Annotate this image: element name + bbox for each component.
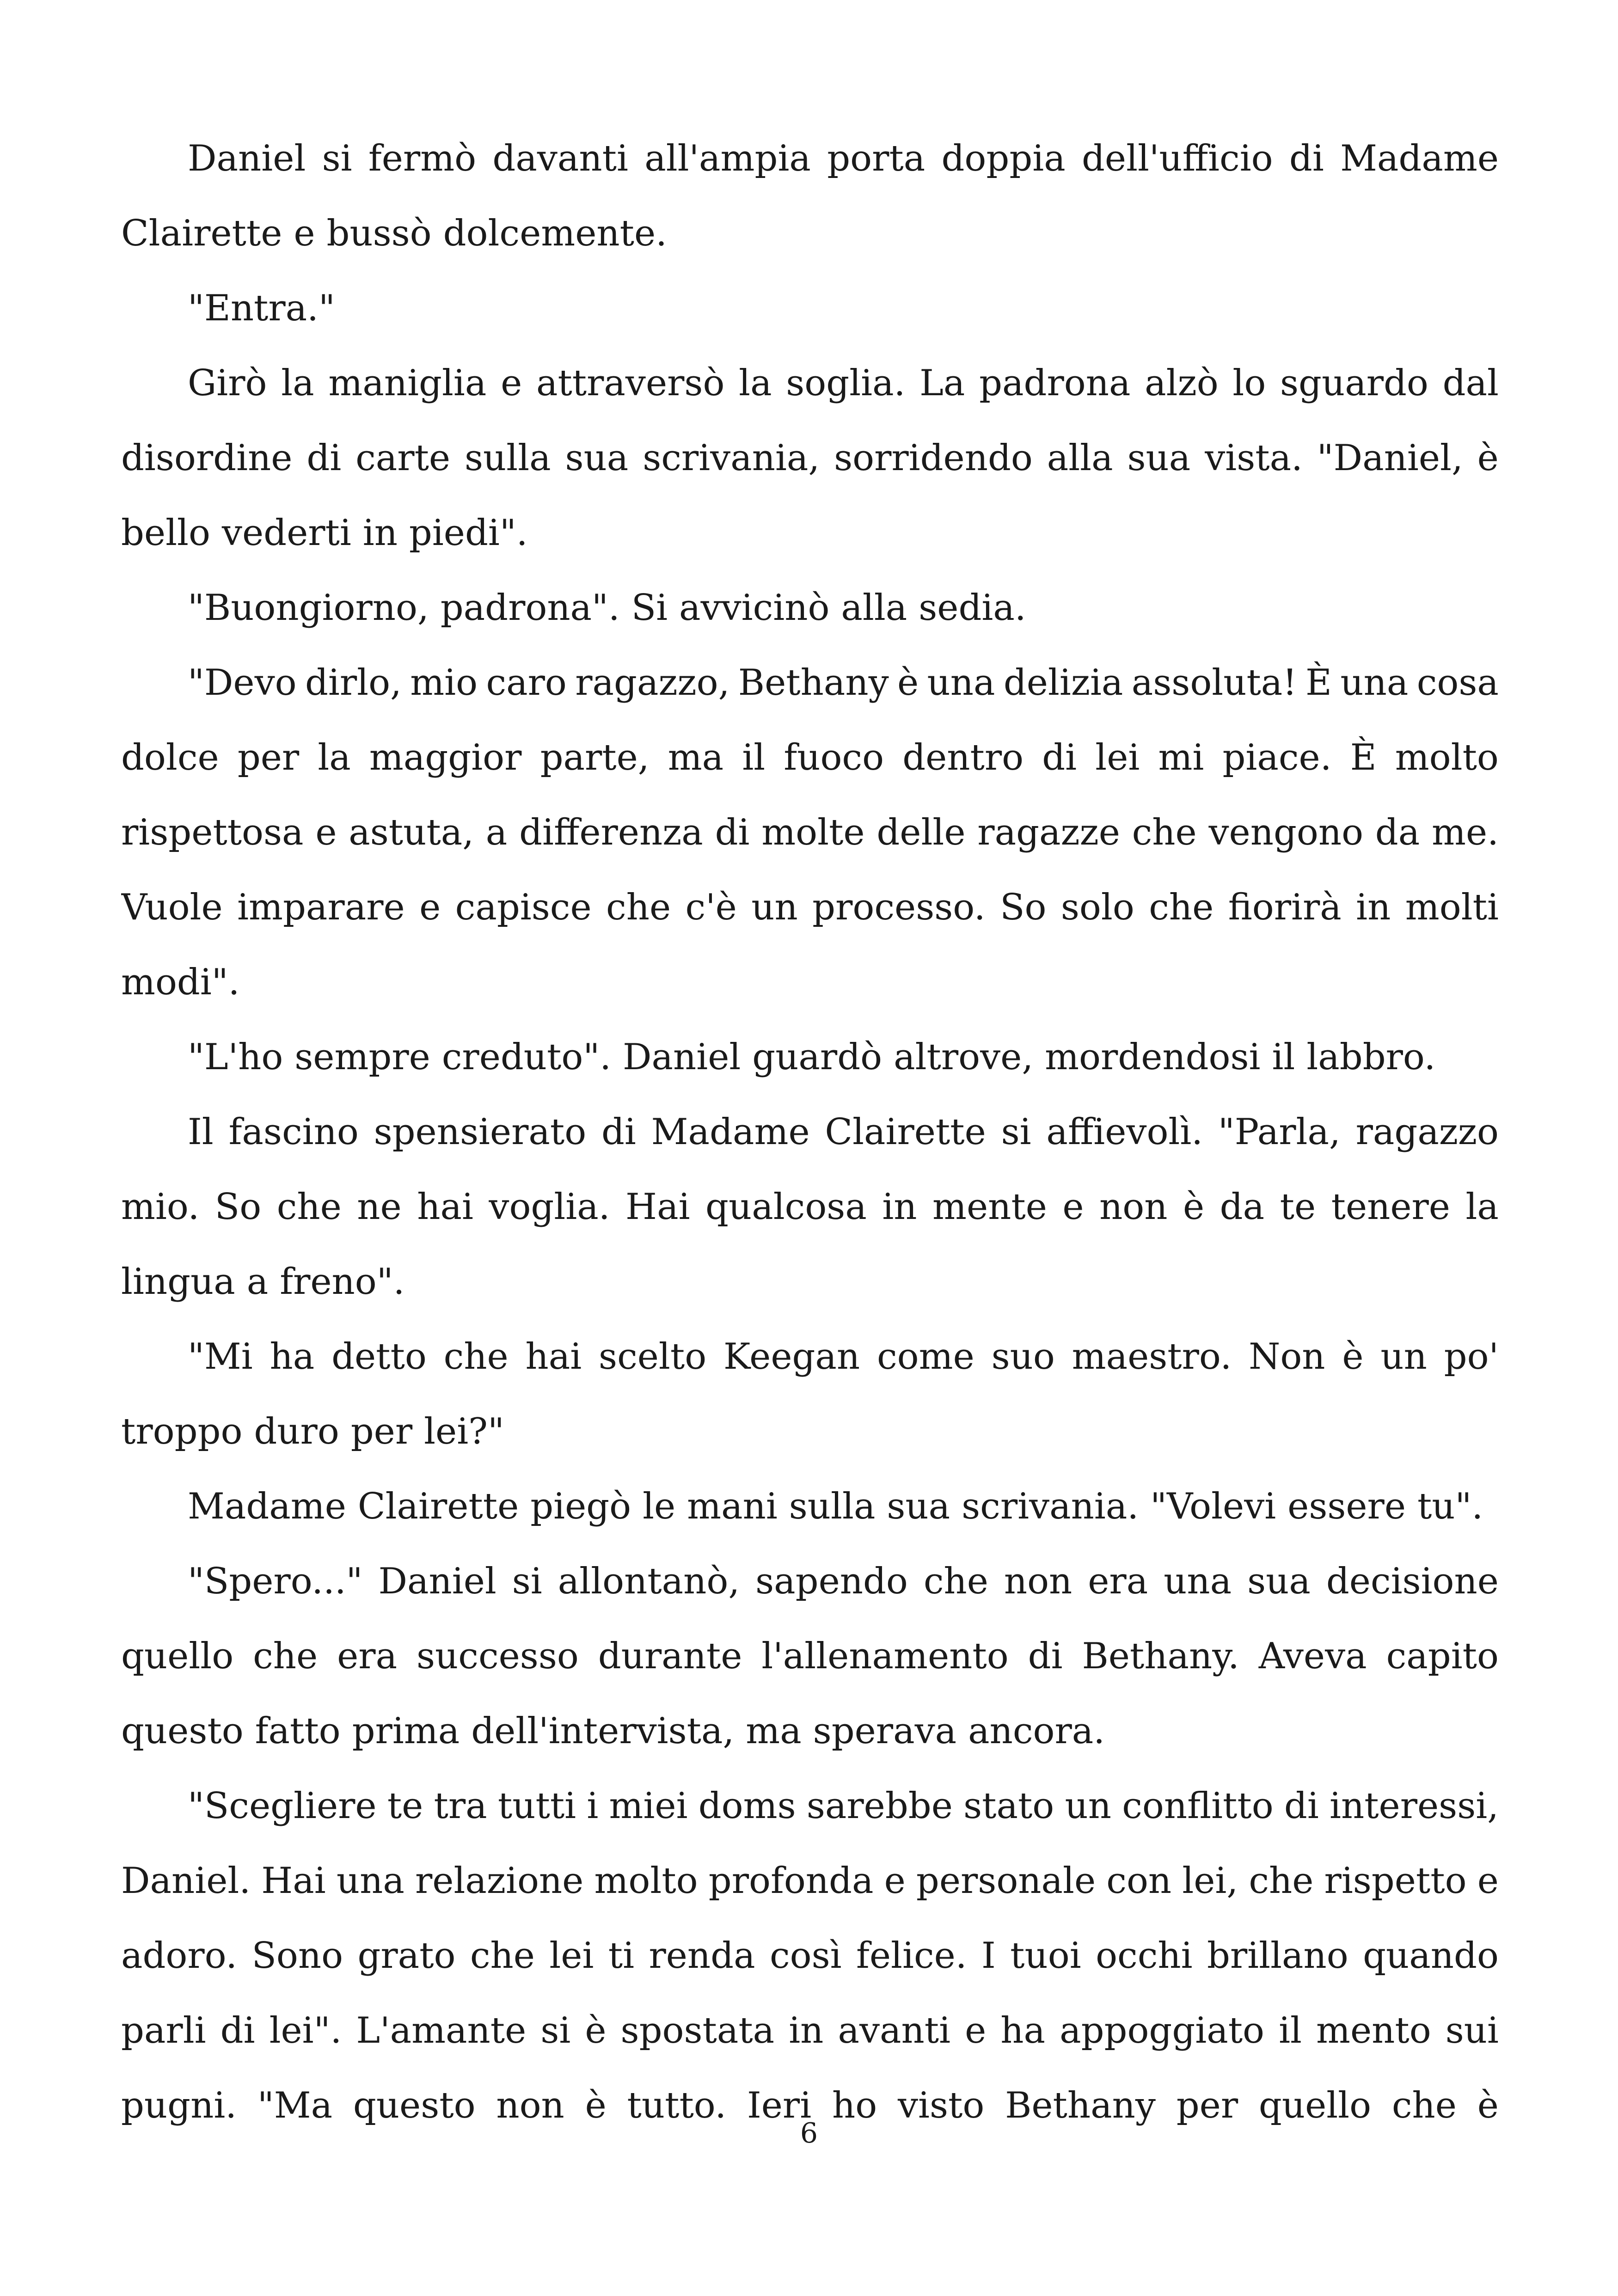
text-line: pugni. "Ma questo non è tutto. Ieri ho visto Bethany per quello che è — [121, 2085, 1499, 2126]
text-line: adoro. Sono grato che lei ti renda così felice. I tuoi occhi brillano quando — [121, 1935, 1499, 1977]
text-line: Vuole imparare e capisce che c'è un processo. So solo che fiorirà in molti — [121, 887, 1499, 928]
text-line: "Spero..." Daniel si allontanò, sapendo che non era una sua decisione — [188, 1561, 1499, 1602]
page-number: 6 — [800, 2117, 818, 2149]
text-line: "Devo dirlo, mio caro ragazzo, Bethany è una delizia assoluta! È una cosa — [188, 662, 1499, 704]
text-line: Daniel. Hai una relazione molto profonda e personale con lei, che rispetto e — [121, 1860, 1499, 1902]
text-line: "Buongiorno, padrona". Si avvicinò alla sedia. — [188, 587, 1026, 629]
text-line: rispettosa e astuta, a differenza di molte delle ragazze che vengono da me. — [121, 812, 1499, 853]
text-line: quello che era successo durante l'allenamento di Bethany. Aveva capito — [121, 1635, 1499, 1677]
text-line: troppo duro per lei?" — [121, 1411, 504, 1452]
text-line: "Scegliere te tra tutti i miei doms sarebbe stato un conflitto di interessi, — [188, 1785, 1499, 1827]
text-line: "L'ho sempre creduto". Daniel guardò altrove, mordendosi il labbro. — [188, 1036, 1436, 1078]
text-line: disordine di carte sulla sua scrivania, sorridendo alla sua vista. "Daniel, è — [121, 437, 1499, 479]
text-line: bello vederti in piedi". — [121, 512, 528, 554]
text-line: questo fatto prima dell'intervista, ma sperava ancora. — [121, 1710, 1105, 1752]
text-line: modi". — [121, 961, 240, 1003]
text-line: parli di lei". L'amante si è spostata in avanti e ha appoggiato il mento sui — [121, 2010, 1499, 2051]
body-text — [121, 121, 1499, 2143]
text-line: mio. So che ne hai voglia. Hai qualcosa in mente e non è da te tenere la — [121, 1186, 1499, 1228]
text-line: dolce per la maggior parte, ma il fuoco dentro di lei mi piace. È molto — [121, 737, 1499, 778]
text-line: Daniel si fermò davanti all'ampia porta doppia dell'ufficio di Madame — [188, 138, 1499, 179]
text-line: "Mi ha detto che hai scelto Keegan come suo maestro. Non è un po' — [188, 1336, 1499, 1378]
text-line: lingua a freno". — [121, 1261, 405, 1303]
text-line: Madame Clairette piegò le mani sulla sua scrivania. "Volevi essere tu". — [188, 1486, 1483, 1527]
text-line: Girò la maniglia e attraversò la soglia. La padrona alzò lo sguardo dal — [188, 362, 1499, 404]
text-line: Il fascino spensierato di Madame Clairette si affievolì. "Parla, ragazzo — [188, 1111, 1499, 1153]
text-line: "Entra." — [188, 288, 335, 329]
text-line: Clairette e bussò dolcemente. — [121, 213, 667, 254]
